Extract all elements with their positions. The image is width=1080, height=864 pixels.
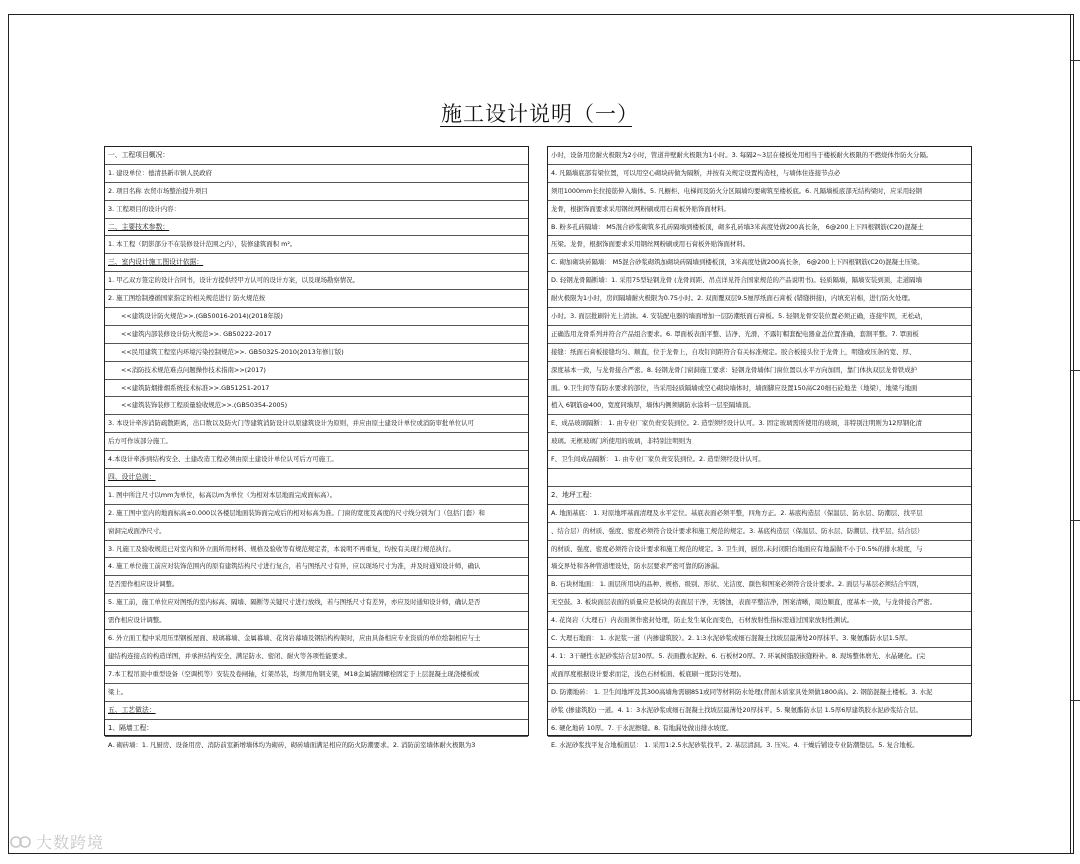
spec-line: <<建筑内部装修设计防火规范>>. GB50222-2017 [105, 326, 528, 344]
title-block-divider [1070, 60, 1080, 61]
spec-line: 墙交界处和各种管道埋设处，防水层要求严密可靠的防渗漏。 [548, 558, 971, 576]
spec-line: 4. 施工单位施工前应对装饰范围内的原有建筑结构尺寸进行复合，若与图纸尺寸有异，应以现场尺寸为准，并及时通知设计师，确认 [105, 558, 528, 576]
spec-line: 2. 施工图绘制遵循国家指定的相关规范进行 防火规范按 [105, 290, 528, 308]
spec-line: 二、主要技术参数： [105, 219, 528, 237]
spec-line: 一、工程项目概况： [105, 147, 528, 165]
spec-line: 须用1000mm长拉接筋伸入墙体。5. 凡橱柜、电梯间及防火分区隔墙均要砌筑至楼板底。6. 凡隔墙板底部无结构梁时，应采用轻钢 [548, 183, 971, 201]
spec-line: C. 大理石地面： 1. 水泥浆一道（内掺建筑胶）。2. 1:3水泥砂浆或细石混凝土找坡层最薄处20厚抹平。3. 聚氨酯防水层1.5厚。 [548, 630, 971, 648]
spec-line: 深度基本一致，与龙骨接合严密。8. 轻钢龙骨门窗洞施工要求：轻钢龙骨墙体门窗位置以水平方向加固，靠门体执双层龙骨铁成护 [548, 362, 971, 380]
spec-line: 需作相应设计调整。 [105, 612, 528, 630]
spec-line: 5. 施工前，施工单位应对图纸的室内标高、隔墙、隔断等关键尺寸进行放线，若与图纸尺寸有差异，亦应及时通知设计师，确认是否 [105, 594, 528, 612]
spec-line: 3. 工程项目的设计内容： [105, 201, 528, 219]
spec-line: E、成品玻璃隔断： 1. 由专业厂家负责安装到位。2. 造型须经设计认可。3. 固定玻璃需所使用的玻璃，非特别注明则为12厚钢化清 [548, 415, 971, 433]
spec-line: 是否需作相应设计调整。 [105, 576, 528, 594]
spec-line: 梁上。 [105, 684, 528, 702]
spec-line: <<民用建筑工程室内环境污染控制规范>>. GB50325-2010(2013年修订版) [105, 344, 528, 362]
spec-line: 建结构连接点的构造详图，并承担结构安全、满足防水、密闭、耐火等各项性能要求。 [105, 648, 528, 666]
spec-line: 、结合层）的材质、强度、密度必须符合设计要求和施工规范的规定。3. 基底构造层（保温层、防水层、防潮层、找平层、结合层） [548, 523, 971, 541]
spec-line: D. 防潮地砖： 1. 卫生间地坪及其300高墙角需刷851或同等材料防水处理(背面木质家具处须做1800高)。2. 钢筋混凝土楼板。3. 水泥 [548, 684, 971, 702]
spec-line: A. 地面基底： 1. 对原地坪基面清理及水平定位。基底表面必须平整，四角方正。2. 基底构造层（保温层、防水层、防潮层、找平层 [548, 505, 971, 523]
spec-line: 砂浆 (掺建筑胶) 一道。4. 1：3水泥砂浆或细石混凝土找坡层最薄处20厚抹平。5. 聚氨酯防水层 1.5厚6厚建筑胶水泥砂浆结合层。 [548, 702, 971, 720]
spec-line: 4.本设计牵涉到结构安全、土建改造工程必须由原土建设计单位认可后方可施工。 [105, 451, 528, 469]
spec-line: <<建筑防烟排烟系统技术标准>>.GB51251-2017 [105, 380, 528, 398]
right-spec-column [547, 146, 972, 750]
watermark-logo-icon [10, 834, 32, 850]
spec-line: 小时。3. 面层批刷针光上清油。4. 安装配电器的墙面增加一层防潮纸面石膏板。5. 轻钢龙骨安装位置必须正确，连接牢固，无松动， [548, 308, 971, 326]
title-block-divider [1070, 520, 1080, 521]
spec-line: 五、工艺做法： [105, 702, 528, 720]
title-block-divider [1070, 370, 1080, 371]
left-spec-column [104, 146, 529, 750]
spec-line: 的材质、强度、密度必须符合设计要求和施工规范的规定。3. 卫生间，厨房,未封闭阳台地面应有地漏做不小于0.5%的排水坡度，与 [548, 541, 971, 559]
spec-line: 6. 硬化地砖 10厚。7. 干水泥擦缝。8. 有地漏处做出排水坡度。 [548, 720, 971, 738]
spec-line: 成面厚度根据设计要求而定，浅色石材板面、板底刷一度防污处理)。 [548, 666, 971, 684]
spec-line: C. 砌加砌块砖隔墙： M5混合砂浆砌筑加砌块砖隔墙到楼板顶，3米高度处做200高长条， 6@200上下四根钢筋(C20)混凝土压梁。 [548, 254, 971, 272]
spec-line: 1. 建设单位：德清县新市镇人民政府 [105, 165, 528, 183]
spec-line [548, 469, 971, 487]
spec-line: F、卫生间成品隔断： 1. 由专业厂家负责安装到位。2. 造型须经设计认可。 [548, 451, 971, 469]
spec-line: 玻璃。无框玻璃门所使用的玻璃，非特别注明则为 [548, 433, 971, 451]
spec-line: B. 粉多孔砖隔墙： M5混合砂浆砌筑多孔砖隔墙到楼板顶，砌多孔砖墙3米高度处做200高长条， 6@200上下四根钢筋(C20)混凝土 [548, 219, 971, 237]
spec-line: 耐火极限为1小时，房间隔墙耐火极限为0.75小时。2. 双面覆双层9.5厘厚纸面石膏板 (错缝拼接)，内填充岩棉，进行防火处理。 [548, 290, 971, 308]
spec-line: 3. 本设计牵涉消防疏散距离，出口数以及防火门等建筑消防设计以原建筑设计为原则，并应由原土建设计单位或消防审批单位认可 [105, 415, 528, 433]
spec-line: 三、室内设计施工图设计依据： [105, 254, 528, 272]
title-block-strip [1070, 14, 1080, 854]
spec-line: B. 石块材地面： 1. 面层所用块的品种、规格、级别、形状、光洁度、颜色和图案必须符合设计要求。2. 面层与基层必须结合牢固， [548, 576, 971, 594]
spec-line: <<建筑装饰装修工程质量验收规范>>.(GB50354-2005) [105, 397, 528, 415]
spec-line: E. 水泥砂浆找平复合地板面层： 1. 采用1:2.5水泥砂浆找平。2. 基层清洞。3. 压实。4. 干燥后铺设专业防潮垫层。5. 复合地板。 [551, 741, 919, 750]
spec-line: 1. 图中所注尺寸以mm为单位，标高以m为单位（为相对本层地面完成面标高）。 [105, 487, 528, 505]
spec-line: 1. 甲乙双方签定的设计合同书，设计方提供经甲方认可的设计方案，以及现场勘察情况。 [105, 272, 528, 290]
spec-line: 1、隔墙工程： [105, 720, 528, 738]
spec-line: D. 轻钢龙骨隔断墙：1. 采用75型轻钢龙骨 (龙骨间距、吊点详见符合国家规范的产品说明书)。轻质隔墙，隔墙安装到顶，走道隔墙 [548, 272, 971, 290]
watermark-text: 大数跨境 [36, 833, 105, 852]
spec-line: 4. 1：3干硬性水泥砂浆结合层30厚。5. 表面撒水泥粉。6. 石板材20厚。7. 环氧树脂胶嵌缝粉补。8. 现场整体磨光、水晶硬化。(完 [548, 648, 971, 666]
spec-line: 2. 施工图中室内的地面标高±0.000以各楼层地面装饰面完成后的相对标高为准。门窗的宽度及高度的尺寸线分别为门（包括门套）和 [105, 505, 528, 523]
spec-line: 4. 凡隔墙底部有梁位置，可以用空心砌块砖做为隔断，并按有关规定设置构造柱，与墙体住连接节点必 [548, 165, 971, 183]
spec-line: 无空鼓。3. 板块面层表面的质量应是板块的表面层干净，无锈蚀，表面平整洁净，图案清晰，周边顺直，度基本一致，与龙骨接合严密。 [548, 594, 971, 612]
spec-line: 植入 6钢筋@400，宽度同墙厚，墙体内侧须刷防水涂料一层至隔墙顶。 [548, 397, 971, 415]
title-underline [440, 126, 632, 127]
spec-line: 压梁。龙骨，根据饰面要求采用钢丝网粉刷或用石膏板外贴饰面材料。 [548, 236, 971, 254]
spec-line: A. 砌砖墙：1. 凡厨房、设备用房、消防前室新增墙体均为砌砖，砌砖墙面满足相应的防火防潮要求。2. 消防前室墙体耐火极限为3 [108, 741, 476, 750]
spec-line: 2、地坪工程： [548, 487, 971, 505]
page-title: 施工设计说明（一） [441, 102, 639, 126]
spec-line: 3. 凡施工及验收规范已对室内和外立面所用材料、规格及验收等有规范规定者，本说明不再重复，均按有关现行规范执行。 [105, 541, 528, 559]
spec-line: 接缝：纸面石膏板接缝均匀、顺直，位于龙骨上，自攻钉间距符合有关标准规定。胶合板接头位于龙骨上，明缝或压条的宽、厚、 [548, 344, 971, 362]
spec-line: 7.本工程吊顶中重型设备（空调机等）安装及卷闸轴，灯架吊装，均须用角钢支架，M18金属锚固螺栓固定于上层混凝土现浇楼板或 [105, 666, 528, 684]
spec-line: 6. 外立面工程中采用压型钢板屋面、玻璃幕墙、金属幕墙、花岗岩幕墙及钢结构构架时，应由具备相应专业资质的单位绘制相应与土 [105, 630, 528, 648]
spec-line: <<建筑设计防火规范>>.(GB50016-2014)(2018年版) [105, 308, 528, 326]
spec-line: 正确选用龙骨系列并符合产品组合要求。6. 罩面板表面平整、洁净、光滑，不露钉帽套配电器盒盖位置准确，套割平整。7. 罩面板 [548, 326, 971, 344]
title-block-divider [1070, 700, 1080, 701]
spec-line: 四、设计总则： [105, 469, 528, 487]
spec-line: 2. 项目名称 农贸市场整治提升项目 [105, 183, 528, 201]
spec-line: 1. 本工程（阴影部分不在装修设计范围之内），装修建筑面积 m²。 [105, 236, 528, 254]
spec-line: <<消防技术规范难点问题操作技术指南>>(2017) [105, 362, 528, 380]
spec-line: 窗洞完成面净尺寸。 [105, 523, 528, 541]
watermark [10, 830, 104, 853]
spec-line: 面。9.卫生间等有防水要求的部位，当采用轻质隔墙或空心砌块墙体时，墙面脚应设置150高C20细石砼地垄（地梁），地梁与地面 [548, 380, 971, 398]
spec-line: 后方可作该部分施工。 [105, 433, 528, 451]
spec-line: 小时，设备用房耐火极限为2小时，管道井壁耐火极限为1小时。3. 每隔2~3层在楼板处用相当于楼板耐火极限的不燃烧体作防火分隔。 [548, 147, 971, 165]
spec-line: 4. 花岗岩（大理石）内表面须作密封处理，防止发生氧化而变色，石材放射性指标需通过国家放射性测试。 [548, 612, 971, 630]
spec-line: 龙骨，根据饰面要求采用钢丝网粉刷或用石膏板外贴饰面材料。 [548, 201, 971, 219]
